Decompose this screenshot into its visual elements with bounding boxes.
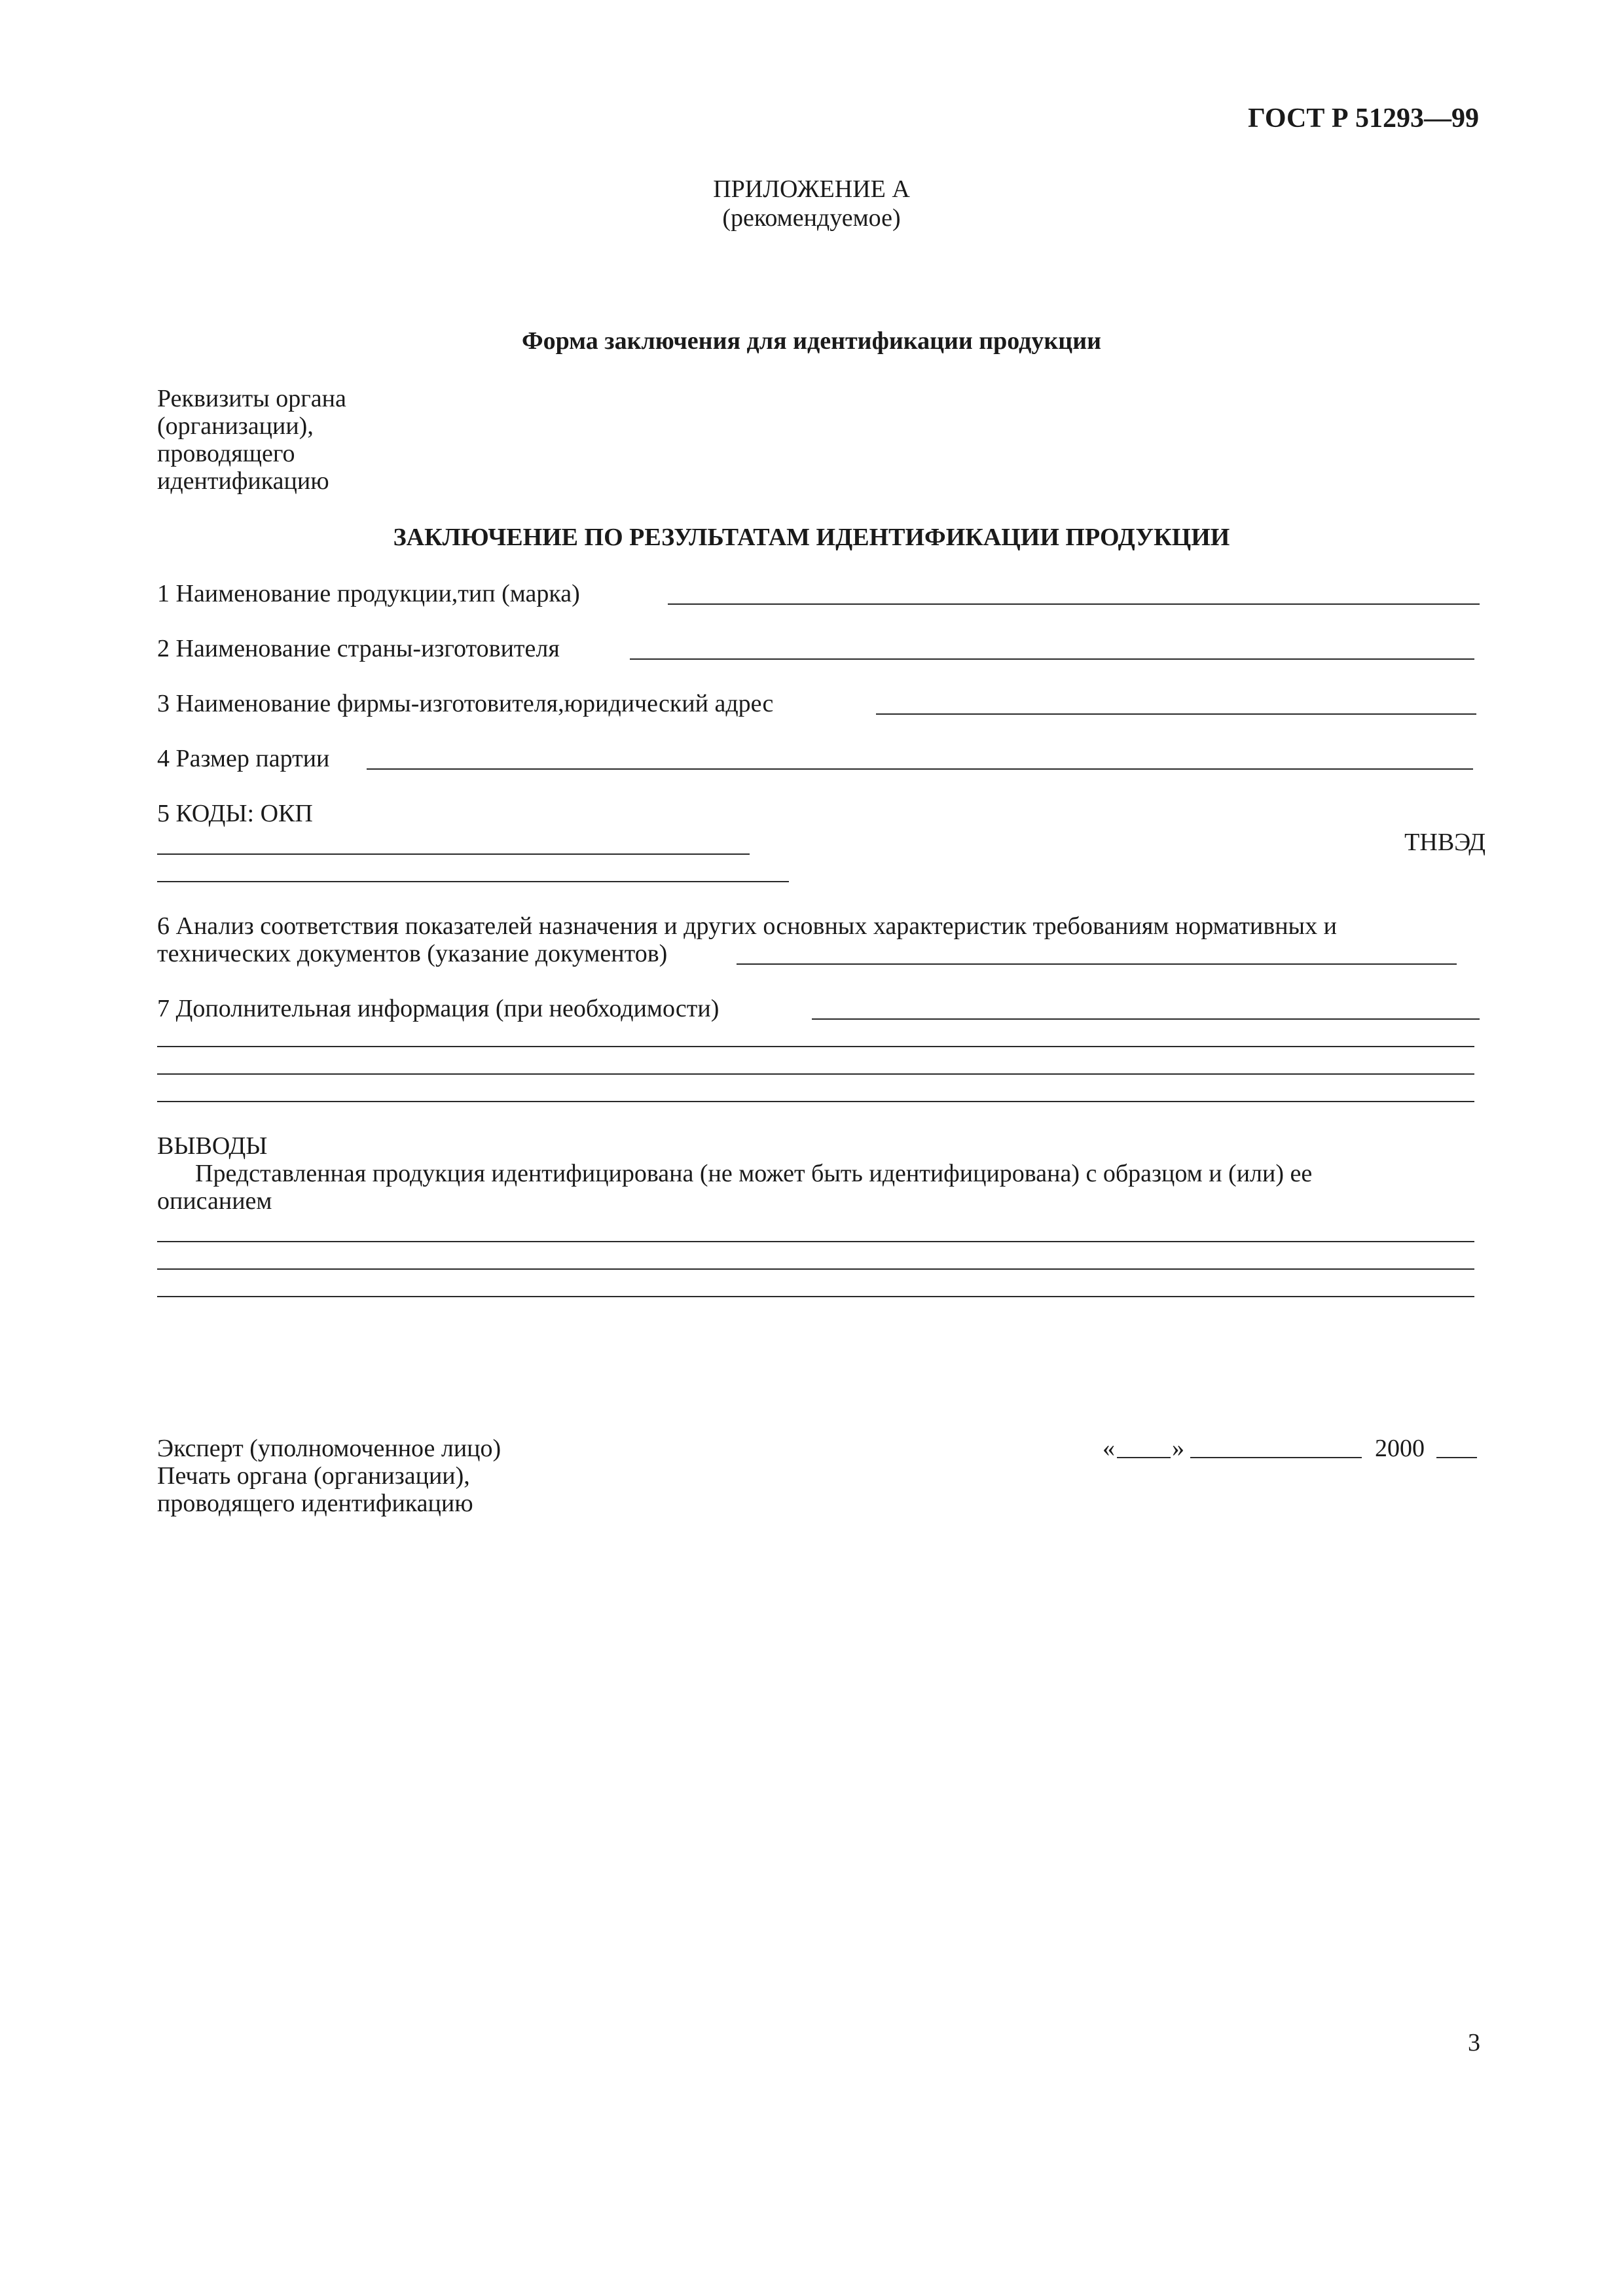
conclusions-text-line-2: описанием	[157, 1187, 272, 1215]
annex-title: ПРИЛОЖЕНИЕ А	[713, 175, 910, 203]
item-7-label: 7 Дополнительная информация (при необходимости)	[157, 995, 720, 1022]
annex-status: (рекомендуемое)	[722, 204, 901, 232]
expert-label: Эксперт (уполномоченное лицо)	[157, 1435, 501, 1462]
date-quote-close: »	[1172, 1435, 1184, 1462]
conclusions-text-line-1: Представленная продукция идентифицирована (не может быть идентифицирована) с образцом и (или) ее	[195, 1160, 1313, 1187]
date-quote-open: «	[1103, 1435, 1115, 1462]
conclusions-field-line[interactable]	[157, 1268, 1474, 1270]
item-1-field[interactable]	[668, 603, 1480, 605]
item-7-field-line[interactable]	[157, 1101, 1474, 1102]
item-5-label: 5 КОДЫ: ОКП	[157, 800, 313, 827]
item-3-label: 3 Наименование фирмы-изготовителя,юридический адрес	[157, 690, 774, 717]
okp-field[interactable]	[157, 853, 750, 855]
item-4-label: 4 Размер партии	[157, 745, 330, 772]
item-7-field[interactable]	[812, 1018, 1480, 1020]
date-day-field[interactable]	[1117, 1457, 1171, 1458]
conclusions-field-line[interactable]	[157, 1241, 1474, 1242]
form-title: Форма заключения для идентификации продукции	[521, 327, 1101, 355]
date-year: 2000	[1375, 1435, 1425, 1462]
conclusions-heading: ВЫВОДЫ	[157, 1132, 268, 1160]
item-6-line-2: технических документов (указание документов)	[157, 940, 668, 967]
item-5-tnved: ТНВЭД	[1404, 829, 1486, 856]
item-1-label: 1 Наименование продукции,тип (марка)	[157, 580, 580, 607]
conclusion-title: ЗАКЛЮЧЕНИЕ ПО РЕЗУЛЬТАТАМ ИДЕНТИФИКАЦИИ ПРОДУКЦИИ	[393, 524, 1230, 551]
requisites-line: (организации),	[157, 412, 314, 440]
date-month-field[interactable]	[1190, 1457, 1362, 1458]
item-2-label: 2 Наименование страны-изготовителя	[157, 635, 560, 662]
date-year-suffix-field[interactable]	[1436, 1457, 1477, 1458]
item-6-line-1: 6 Анализ соответствия показателей назначения и других основных характеристик требованиям нормативных и	[157, 912, 1337, 940]
standard-id: ГОСТ Р 51293—99	[1248, 103, 1479, 134]
requisites-line: проводящего	[157, 440, 295, 467]
seal-label: Печать органа (организации),	[157, 1462, 470, 1490]
conclusions-field-line[interactable]	[157, 1296, 1474, 1297]
item-6-field[interactable]	[737, 963, 1457, 965]
item-7-field-line[interactable]	[157, 1046, 1474, 1047]
page-number: 3	[1468, 2029, 1480, 2056]
item-2-field[interactable]	[630, 658, 1474, 660]
tnved-field[interactable]	[157, 881, 789, 882]
requisites-line: идентификацию	[157, 467, 329, 495]
item-4-field[interactable]	[367, 768, 1473, 770]
seal-label-2: проводящего идентификацию	[157, 1490, 473, 1517]
requisites-line: Реквизиты органа	[157, 385, 346, 412]
item-3-field[interactable]	[876, 713, 1476, 715]
item-7-field-line[interactable]	[157, 1073, 1474, 1075]
